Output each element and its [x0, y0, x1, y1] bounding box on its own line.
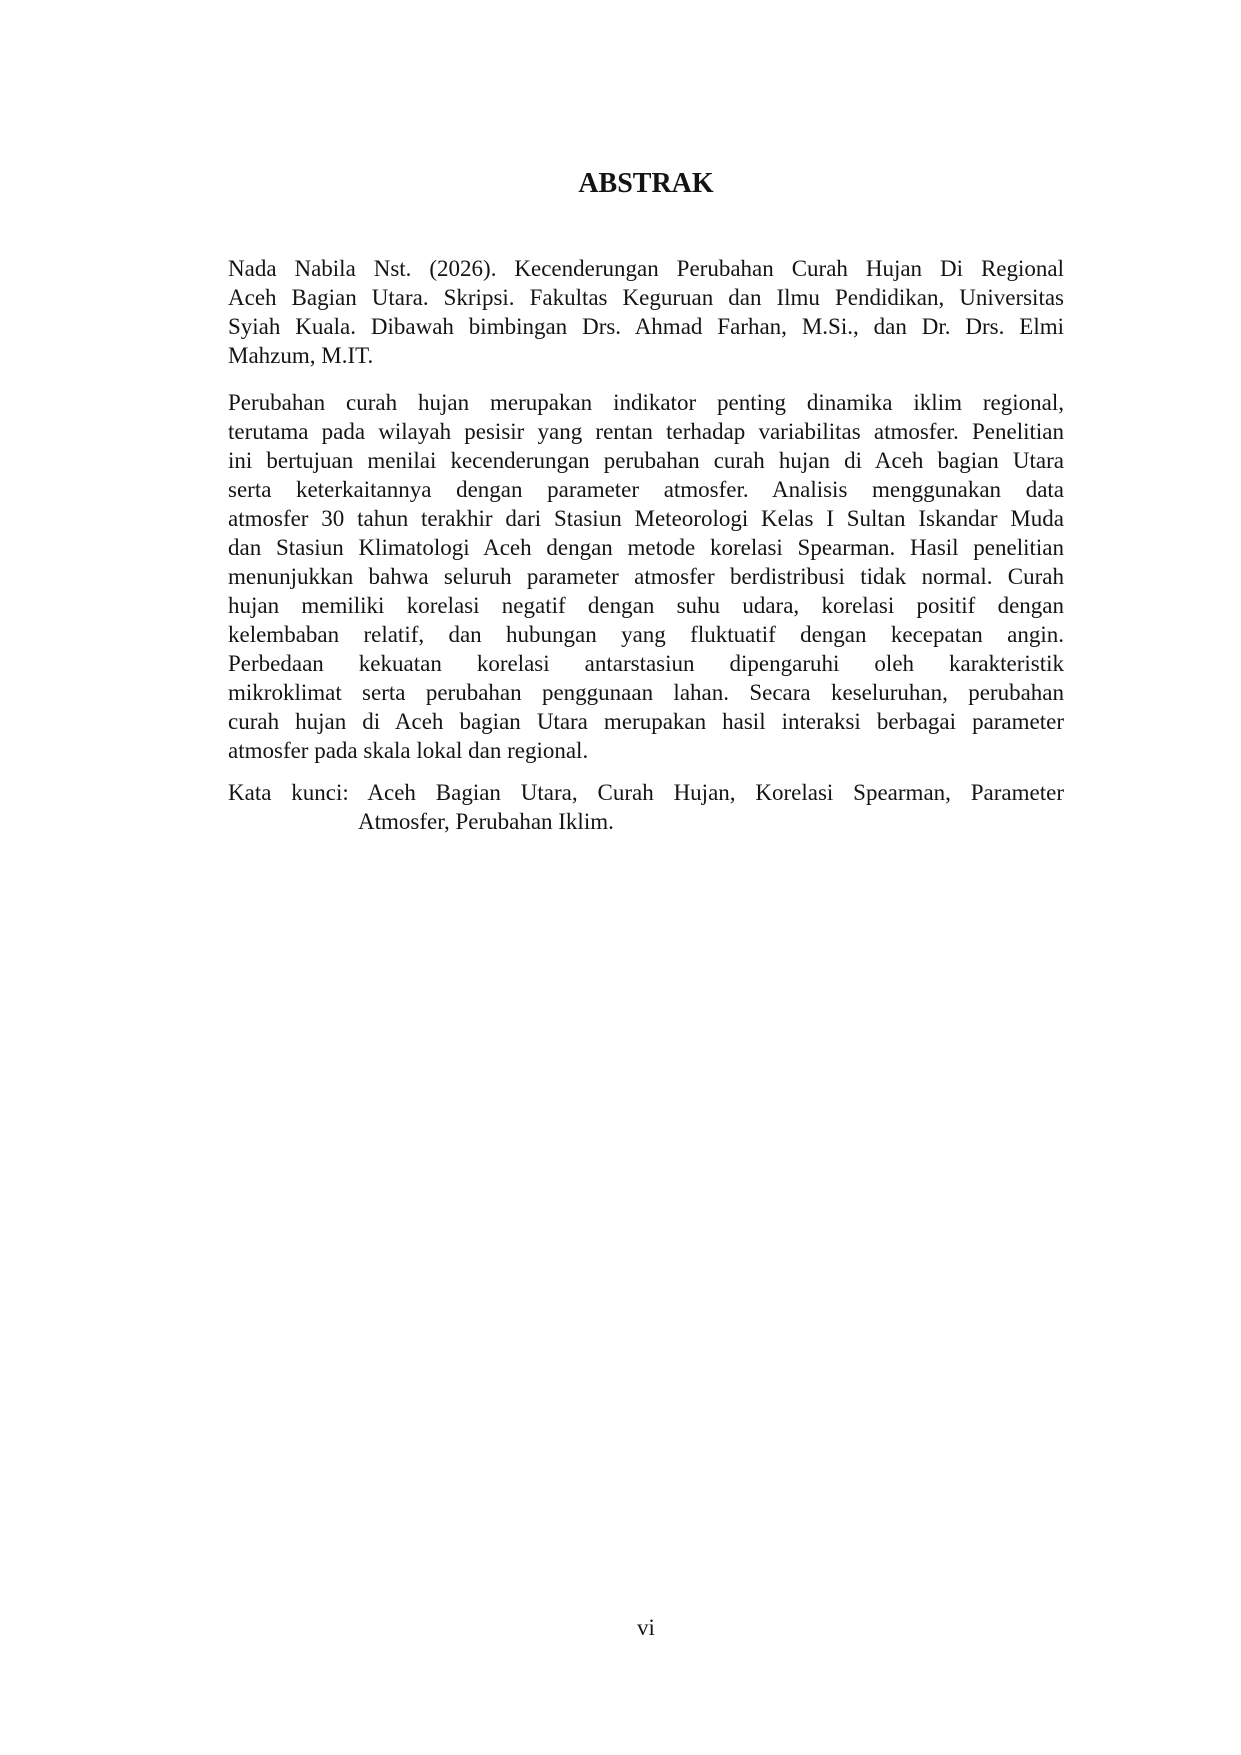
page-content [228, 0, 1064, 836]
page-number: vi [637, 1615, 655, 1640]
page-title: ABSTRAK [578, 168, 714, 199]
text-line: hujan memiliki korelasi negatif dengan suhu udara, korelasi positif dengan [228, 593, 1064, 618]
text-line: Syiah Kuala. Dibawah bimbingan Drs. Ahmad Farhan, M.Si., dan Dr. Drs. Elmi [228, 314, 1064, 339]
text-line: Atmosfer, Perubahan Iklim. [358, 809, 614, 834]
paragraph-citation [228, 254, 1064, 370]
text-line: kelembaban relatif, dan hubungan yang fluktuatif dengan kecepatan angin. [228, 622, 1064, 647]
paragraph-keywords [228, 778, 1064, 836]
text-line: ini bertujuan menilai kecenderungan perubahan curah hujan di Aceh bagian Utara [228, 448, 1064, 473]
text-line: Perubahan curah hujan merupakan indikator penting dinamika iklim regional, [228, 390, 1064, 415]
text-line: atmosfer pada skala lokal dan regional. [228, 738, 589, 763]
text-line: Aceh Bagian Utara. Skripsi. Fakultas Keguruan dan Ilmu Pendidikan, Universitas [228, 285, 1064, 310]
text-line: Nada Nabila Nst. (2026). Kecenderungan Perubahan Curah Hujan Di Regional [228, 256, 1064, 281]
text-line: Kata kunci: Aceh Bagian Utara, Curah Hujan, Korelasi Spearman, Parameter [228, 780, 1064, 805]
text-line: dan Stasiun Klimatologi Aceh dengan metode korelasi Spearman. Hasil penelitian [228, 535, 1064, 560]
text-line: serta keterkaitannya dengan parameter atmosfer. Analisis menggunakan data [228, 477, 1064, 502]
text-line: Mahzum, M.IT. [228, 343, 374, 368]
text-line: curah hujan di Aceh bagian Utara merupakan hasil interaksi berbagai parameter [228, 709, 1064, 734]
text-line: atmosfer 30 tahun terakhir dari Stasiun Meteorologi Kelas I Sultan Iskandar Muda [228, 506, 1064, 531]
abstract-paragraphs [228, 254, 1064, 836]
paragraph-abstract-body [228, 388, 1064, 765]
text-line: menunjukkan bahwa seluruh parameter atmosfer berdistribusi tidak normal. Curah [228, 564, 1064, 589]
text-line: mikroklimat serta perubahan penggunaan lahan. Secara keseluruhan, perubahan [228, 680, 1064, 705]
text-line: Perbedaan kekuatan korelasi antarstasiun dipengaruhi oleh karakteristik [228, 651, 1064, 676]
text-line: terutama pada wilayah pesisir yang rentan terhadap variabilitas atmosfer. Penelitian [228, 419, 1064, 444]
